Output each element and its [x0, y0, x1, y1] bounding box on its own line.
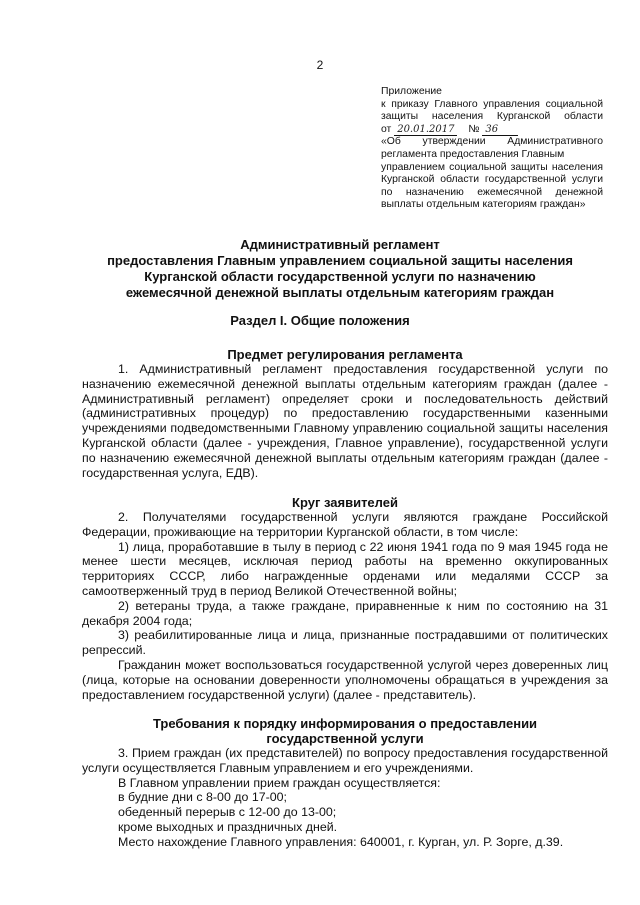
appendix-date-line — [381, 124, 603, 137]
appendix-line: по назначению ежемесячной денежной — [381, 186, 603, 198]
title-line: предоставления Главным управлением социальной защиты населения — [107, 253, 573, 268]
appendix-number-sign: № — [468, 123, 480, 135]
schedule-weekdays: в будние дни с 8-00 до 17-00; — [118, 790, 287, 805]
handwritten-date: 20.01.2017 — [394, 125, 457, 136]
info-heading-line: государственной услуги — [266, 731, 424, 746]
appendix-line: управлением социальной защиты населения — [381, 161, 603, 173]
document-title — [60, 237, 620, 301]
appendix-line: регламента предоставления Главным — [381, 148, 565, 160]
section-title: Раздел I. Общие положения — [230, 313, 410, 328]
appendix-line: «Об утверждении Административного — [381, 136, 603, 148]
subject-heading: Предмет регулирования регламента — [227, 347, 463, 362]
title-line: Курганской области государственной услуги по назначению — [144, 269, 536, 284]
page-number: 2 — [316, 58, 324, 72]
appendix-ot: от — [381, 123, 392, 135]
applicant-item-1: 1) лица, проработавшие в тылу в период с 22 июня 1941 года по 9 мая 1945 года не менее шести месяцев, исключая период работы на временно оккупированных территориях СССР, либо награжденные орденами или медалями СССР за самоотверженный труд в период Великой Отечественной войны; — [82, 539, 608, 598]
title-line: ежемесячной денежной выплаты отдельным категориям граждан — [125, 285, 555, 300]
representative-paragraph: Гражданин может воспользоваться государственной услугой через доверенных лиц (лица, которые на основании доверенности уполномочены обращаться в учреждения за предоставлением государственной услуги) (далее - представитель). — [82, 657, 608, 702]
appendix-block — [381, 86, 603, 212]
address-paragraph: Место нахождение Главного управления: 640001, г. Курган, ул. Р. Зорге, д.39. — [118, 834, 564, 849]
reception-paragraph: В Главном управлении прием граждан осуществляется: — [118, 775, 441, 790]
appendix-line: Приложение — [381, 86, 442, 97]
appendix-line: защиты населения Курганской области — [381, 111, 603, 123]
appendix-line: к приказу Главного управления социальной — [381, 98, 603, 110]
applicant-item-3: 3) реабилитированные лица и лица, признанные пострадавшими от политических репрессий. — [82, 628, 608, 658]
schedule-break: обеденный перерыв с 12-00 до 13-00; — [118, 805, 337, 820]
applicants-heading: Круг заявителей — [292, 495, 398, 510]
paragraph-1: 1. Административный регламент предоставления государственной услуги по назначению ежемесячной денежной выплаты отдельным категориям граждан (далее - Административный регламент) определяет сроки и последовательность действий (административных процедур) по предоставлению государственными казенными учреждениями подведомственными Главному управлению социальной защиты населения Курганской области (далее - учреждения, Главное управление), государственной услуги по назначению ежемесячной денежной выплаты отдельным категориям граждан (далее - государственная услуга, ЕДВ). — [82, 362, 608, 480]
paragraph-2: 2. Получателями государственной услуги являются граждане Российской Федерации, проживающие на территории Курганской области, в том числе: — [82, 510, 608, 539]
applicants-section — [82, 495, 608, 702]
handwritten-number: 36 — [482, 125, 518, 136]
paragraph-3: 3. Прием граждан (их представителей) по вопросу предоставления государственной услуги осуществляется Главным управлением и его учреждениями. — [82, 746, 608, 775]
info-heading — [82, 716, 608, 746]
appendix-line: выплаты отдельным категориям граждан» — [381, 199, 586, 211]
info-section — [82, 716, 608, 850]
schedule-holidays: кроме выходных и праздничных дней. — [118, 819, 338, 834]
info-heading-line: Требования к порядку информирования о предоставлении — [152, 716, 538, 731]
appendix-line: Курганской области государственной услуги — [381, 174, 603, 186]
subject-section — [82, 347, 608, 480]
applicant-item-2: 2) ветераны труда, а также граждане, приравненные к ним по состоянию на 31 декабря 2004 года; — [82, 598, 608, 628]
title-line: Административный регламент — [240, 237, 440, 252]
